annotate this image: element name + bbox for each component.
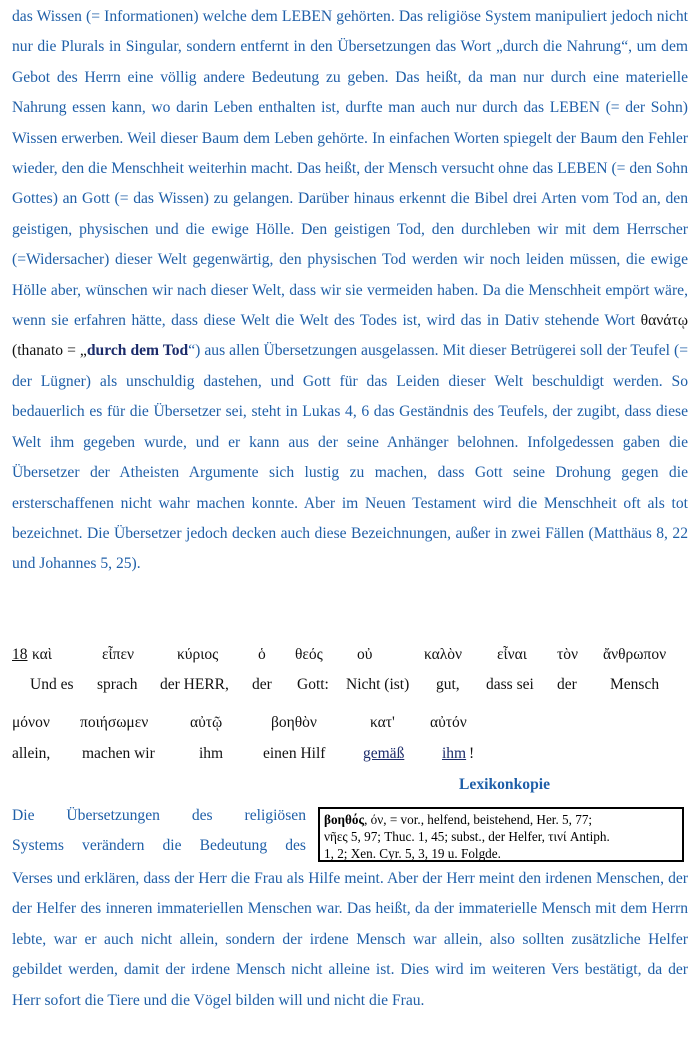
- greek-word: ἄνθρωπον: [603, 646, 667, 663]
- lexicon-entry-line-2: νῆες 5, 97; Thuc. 1, 45; subst., der Helfer, τινί Antiph.: [324, 829, 610, 844]
- verse-number: 18: [12, 646, 28, 663]
- german-word: allein,: [12, 745, 51, 762]
- german-word-underlined: ihm: [442, 745, 467, 762]
- lexicon-entry-text: , όν, = vor., helfend, beistehend, Her. 5, 77;: [364, 812, 593, 827]
- german-word: ihm: [199, 745, 224, 762]
- german-word: Nicht (ist): [346, 676, 410, 693]
- lexicon-entry-line-3: 1, 2; Xen. Cyr. 5, 3, 19 u. Folgde.: [324, 846, 501, 861]
- greek-word: αὐτόν: [430, 714, 467, 731]
- german-word: der: [252, 676, 272, 693]
- greek-word: εἶναι: [497, 646, 527, 663]
- paren-open: (thanato = „: [12, 342, 87, 360]
- greek-word: κατ': [370, 714, 395, 731]
- exclamation-mark: !: [469, 745, 475, 762]
- paragraph-2-line-2: Systems verändern die Bedeutung des: [12, 837, 306, 854]
- greek-word: ποιήσωμεν: [80, 714, 149, 731]
- lexicon-title: Lexikonkopie: [459, 776, 550, 793]
- greek-word: οὐ: [357, 646, 373, 663]
- greek-word: ὁ: [258, 646, 266, 663]
- paragraph-2-rest: Verses und erklären, dass der Herr die Frau als Hilfe meint. Aber der Herr meint den irdenen Menschen, der der Helfer des inneren immateriellen Menschen war. Das heißt, da der immaterielle Mensch mit dem Herrn lebte, war er auch nicht allein, sondern der irdene Mensch war allein, also sollten zusätzliche Helfer gebildet werden, damit der irdene Mensch nicht alleine ist. Dies wird im weiteren Vers bestätigt, da der Herr sofort die Tiere und die Vögel bilden will und nicht die Frau.: [12, 870, 688, 1009]
- german-word-underlined: gemäß: [363, 745, 405, 762]
- paragraph-1: [12, 2, 688, 580]
- lexicon-headword: βοηθός: [324, 812, 365, 827]
- german-word: Und es: [30, 676, 74, 693]
- german-word: gut,: [436, 676, 460, 693]
- german-word: der: [557, 676, 577, 693]
- greek-word: εἶπεν: [102, 646, 135, 663]
- german-word: dass sei: [486, 676, 534, 693]
- greek-word: μόνον: [12, 714, 50, 731]
- greek-word: αὐτῷ: [190, 714, 223, 731]
- german-word: Gott:: [297, 676, 329, 693]
- paragraph-2-line-1: Die Übersetzungen des religiösen: [12, 807, 306, 824]
- german-word: Mensch: [610, 676, 660, 693]
- german-word: sprach: [97, 676, 138, 693]
- paragraph-1-part-1: das Wissen (= Informationen) welche dem LEBEN gehörten. Das religiöse System manipuliert jedoch nicht nur die Plurals in Singular, sondern entfernt in den Übersetzungen das Wort „durch die Nahrung“, um dem Gebot des Herrn eine völlig andere Bedeutung zu geben. Das heißt, da man nur durch eine materielle Nahrung essen kann, wo darin Leben enthalten ist, durfte man auch nur durch das LEBEN (= der Sohn) Wissen erwerben. Weil dieser Baum dem Leben gehörte. In einfachen Worten spiegelt der Baum den Fehler wieder, den die Menschheit weiterhin macht. Das heißt, der Mensch versucht ohne das LEBEN (= den Sohn Gottes) an Gott (= das Wissen) zu gelangen. Darüber hinaus erkennt die Bibel drei Arten vom Tod an, den geistigen, physischen und die ewige Hölle. Den geistigen Tod, den durchleben wir mit dem Herrscher (=Widersacher) dieser Welt gegenwärtig, den physischen Tod werden wir noch leiden müssen, die ewige Hölle aber, wünschen wir nach dieser Welt, dass wir sie vermeiden haben. Da die Menschheit empört wäre, wenn sie erfahren hätte, dass diese Welt die Welt des Todes ist, wird das in Dativ stehende Wort: [12, 8, 688, 330]
- greek-word-thanato: θανάτῳ: [640, 312, 688, 330]
- greek-word: κύριος: [177, 646, 219, 663]
- greek-word: τὸν: [557, 646, 578, 663]
- lexicon-entry-line-1: [324, 811, 678, 828]
- greek-word: βοηθὸν: [271, 714, 317, 731]
- greek-word: καὶ: [32, 646, 52, 663]
- greek-word: θεός: [295, 646, 323, 663]
- paragraph-1-part-2: “) aus allen Übersetzungen ausgelassen. Mit dieser Betrügerei soll der Teufel (= der Lügner) als unschuldig dastehen, und Gott für das Leiden dieser Welt beschuldigt werden. So bedauerlich es für die Übersetzer sei, steht in Lukas 4, 6 das Geständnis des Teufels, der zugibt, dass diese Welt ihm gegeben wurde, und er kann aus der seine Anhänger belohnen. Infolgedessen gaben die Übersetzer der Atheisten Argumente sich lustig zu machen, dass Gott seine Drohung gegen die ersterschaffenen nicht wahr machen konnte. Aber im Neuen Testament wird die Menschheit oft als tot bezeichnet. Die Übersetzer jedoch decken auch diese Bezeichnungen, außer in zwei Fällen (Matthäus 8, 22 und Johannes 5, 25).: [12, 342, 688, 573]
- german-word: der HERR,: [160, 676, 229, 693]
- lexicon-copy-box: [318, 807, 684, 862]
- german-word: einen Hilf: [263, 745, 326, 762]
- bold-durch-dem-tod: durch dem Tod: [86, 342, 189, 360]
- german-word: machen wir: [82, 745, 155, 762]
- greek-word: καλὸν: [424, 646, 463, 663]
